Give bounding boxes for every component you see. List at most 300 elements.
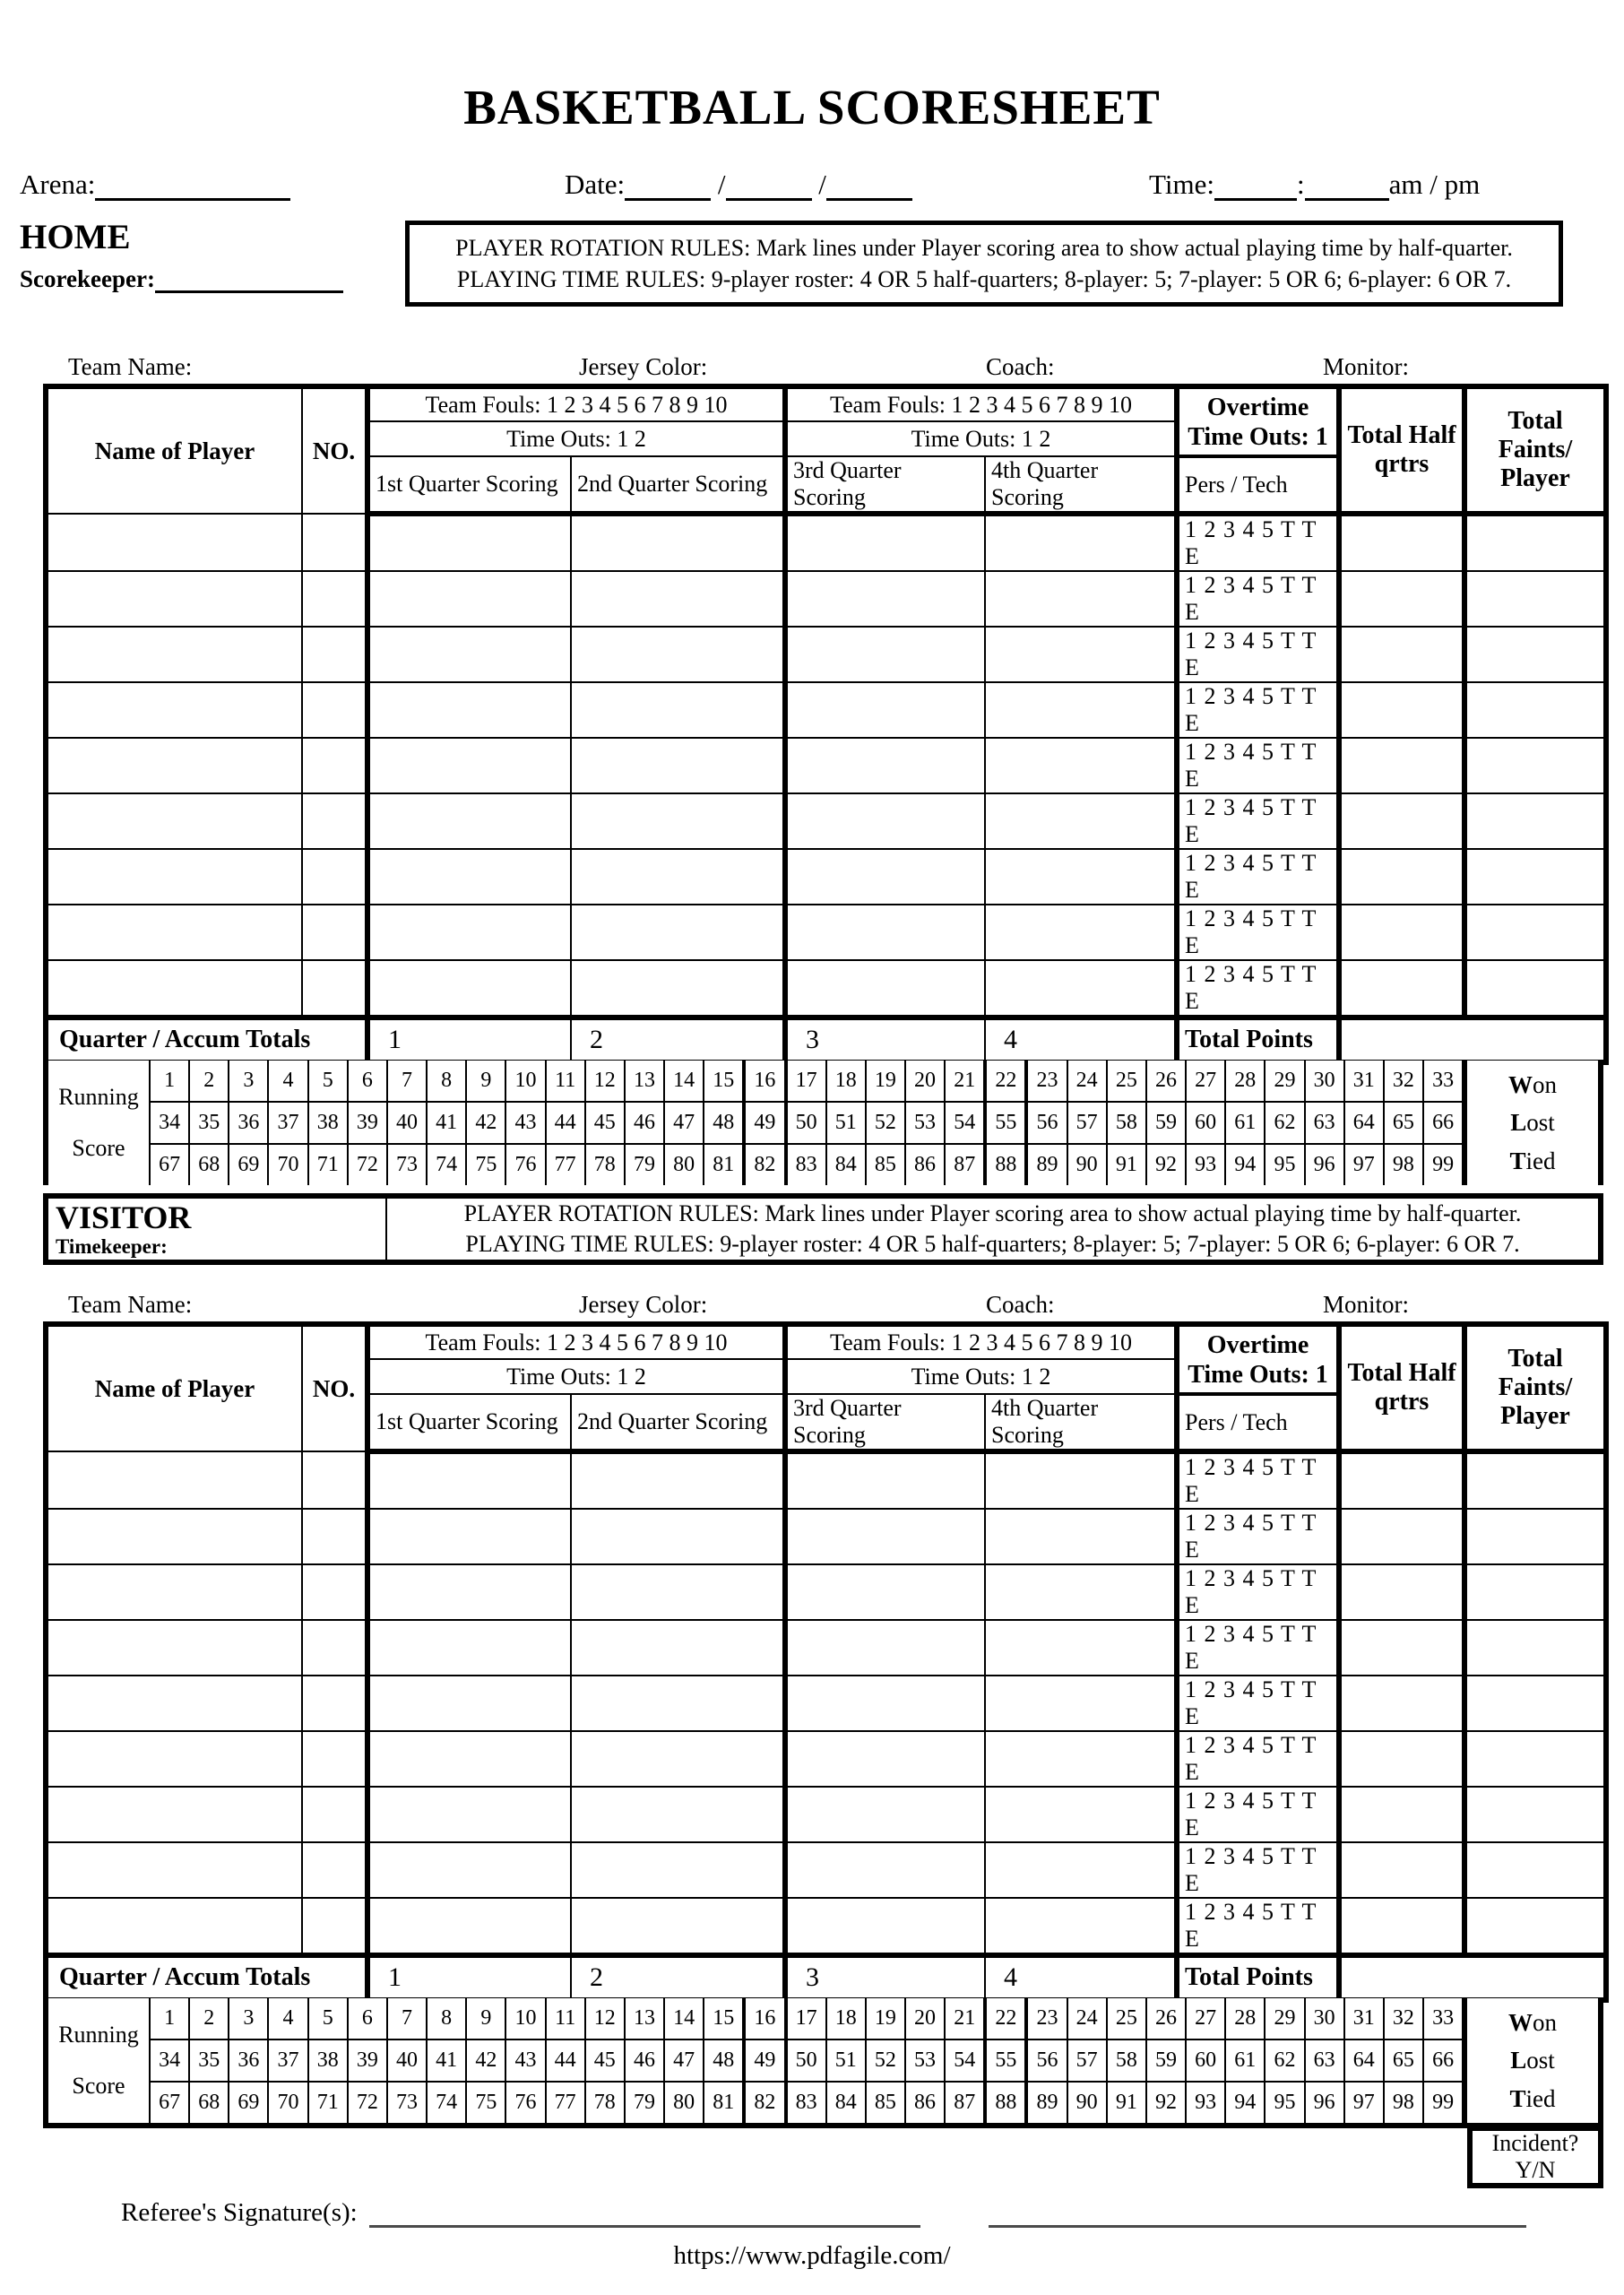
running-score-number[interactable]: 38 [309,1103,349,1143]
running-score-number[interactable]: 44 [547,1103,586,1143]
q4-total-cell[interactable]: 4 [985,1018,1177,1062]
time-outs-header-2nd-half[interactable]: Time Outs: 1 2 [785,1359,1177,1394]
pers-tech-fouls-cell[interactable]: 1 2 3 4 5 T T E [1177,627,1339,682]
player-name-cell[interactable] [46,571,302,627]
running-score-number[interactable]: 87 [946,2083,987,2123]
q2-scoring-cell[interactable] [571,1676,785,1731]
total-faints-cell[interactable] [1464,849,1606,905]
running-score-number[interactable]: 99 [1424,1145,1464,1185]
arena-blank[interactable] [95,171,290,201]
q4-scoring-cell[interactable] [985,1731,1177,1787]
total-half-qrtrs-cell[interactable] [1339,960,1464,1018]
running-score-number[interactable]: 30 [1306,1061,1345,1101]
q2-scoring-cell[interactable] [571,514,785,571]
q1-scoring-cell[interactable] [367,738,571,793]
pers-tech-fouls-cell[interactable]: 1 2 3 4 5 T T E [1177,738,1339,793]
q2-total-cell[interactable]: 2 [571,1018,785,1062]
q1-total-cell[interactable]: 1 [367,1018,571,1062]
running-score-number[interactable]: 98 [1385,2083,1424,2123]
q3-scoring-cell[interactable] [785,905,985,960]
player-name-cell[interactable] [46,1676,302,1731]
running-score-number[interactable]: 53 [906,1103,946,1143]
running-score-number[interactable]: 98 [1385,1145,1424,1185]
running-score-number[interactable]: 72 [349,1145,388,1185]
q1-scoring-cell[interactable] [367,793,571,849]
running-score-number[interactable]: 12 [586,1998,626,2039]
site-url[interactable]: https://www.pdfagile.com/ [673,2241,951,2270]
result-lost[interactable]: Lost [1510,2047,1555,2074]
running-score-number[interactable]: 34 [151,2040,190,2081]
player-no-cell[interactable] [302,1564,367,1620]
q3-scoring-cell[interactable] [785,1898,985,1955]
scorekeeper-blank[interactable] [155,264,343,293]
time-outs-header-1st-half[interactable]: Time Outs: 1 2 [367,421,785,456]
running-score-number[interactable]: 16 [746,1061,787,1101]
pers-tech-fouls-cell[interactable]: 1 2 3 4 5 T T E [1177,1787,1339,1842]
team-fouls-header-2nd-half[interactable]: Team Fouls: 1 2 3 4 5 6 7 8 9 10 [785,386,1177,421]
running-score-number[interactable]: 73 [388,1145,428,1185]
player-no-cell[interactable] [302,905,367,960]
player-no-cell[interactable] [302,849,367,905]
running-score-number[interactable]: 58 [1108,2040,1147,2081]
q1-scoring-cell[interactable] [367,905,571,960]
pers-tech-fouls-cell[interactable]: 1 2 3 4 5 T T E [1177,571,1339,627]
total-half-qrtrs-cell[interactable] [1339,514,1464,571]
running-score-number[interactable]: 48 [704,2040,746,2081]
player-name-cell[interactable] [46,793,302,849]
running-score-number[interactable]: 67 [151,1145,190,1185]
running-score-number[interactable]: 88 [987,1145,1028,1185]
running-score-number[interactable]: 61 [1226,1103,1266,1143]
player-name-cell[interactable] [46,514,302,571]
running-score-number[interactable]: 16 [746,1998,787,2039]
player-name-cell[interactable] [46,1564,302,1620]
running-score-number[interactable]: 29 [1266,1061,1305,1101]
referee-signature-blank-2[interactable] [989,2198,1526,2228]
running-score-number[interactable]: 85 [867,2083,906,2123]
running-score-number[interactable]: 23 [1028,1998,1067,2039]
running-score-number[interactable]: 5 [309,1061,349,1101]
running-score-number[interactable]: 82 [746,1145,787,1185]
total-faints-cell[interactable] [1464,1676,1606,1731]
q2-scoring-cell[interactable] [571,738,785,793]
running-score-number[interactable]: 26 [1147,1061,1187,1101]
running-score-number[interactable]: 25 [1108,1998,1147,2039]
pers-tech-fouls-cell[interactable]: 1 2 3 4 5 T T E [1177,905,1339,960]
player-name-cell[interactable] [46,1451,302,1509]
total-faints-cell[interactable] [1464,1451,1606,1509]
running-score-number[interactable]: 64 [1345,2040,1385,2081]
player-name-cell[interactable] [46,682,302,738]
q4-scoring-cell[interactable] [985,1787,1177,1842]
q3-scoring-cell[interactable] [785,738,985,793]
running-score-number[interactable]: 18 [827,1998,867,2039]
running-score-number[interactable]: 82 [746,2083,787,2123]
running-score-number[interactable]: 31 [1345,1061,1385,1101]
running-score-number[interactable]: 48 [704,1103,746,1143]
running-score-number[interactable]: 6 [349,1061,388,1101]
running-score-number[interactable]: 76 [506,2083,546,2123]
running-score-number[interactable]: 5 [309,1998,349,2039]
total-half-qrtrs-cell[interactable] [1339,627,1464,682]
total-half-qrtrs-cell[interactable] [1339,1731,1464,1787]
running-score-number[interactable]: 20 [906,1061,946,1101]
total-faints-cell[interactable] [1464,1898,1606,1955]
q4-scoring-cell[interactable] [985,1676,1177,1731]
pers-tech-fouls-cell[interactable]: 1 2 3 4 5 T T E [1177,960,1339,1018]
q1-scoring-cell[interactable] [367,1676,571,1731]
running-score-number[interactable]: 51 [827,1103,867,1143]
total-faints-cell[interactable] [1464,1731,1606,1787]
running-score-number[interactable]: 30 [1306,1998,1345,2039]
q3-scoring-cell[interactable] [785,793,985,849]
q4-scoring-cell[interactable] [985,1451,1177,1509]
running-score-number[interactable]: 39 [349,1103,388,1143]
total-faints-cell[interactable] [1464,738,1606,793]
running-score-number[interactable]: 52 [867,2040,906,2081]
running-score-number[interactable]: 69 [229,2083,269,2123]
pers-tech-fouls-cell[interactable]: 1 2 3 4 5 T T E [1177,1731,1339,1787]
running-score-number[interactable]: 45 [586,1103,626,1143]
running-score-number[interactable]: 28 [1226,1061,1266,1101]
running-score-number[interactable]: 90 [1068,2083,1108,2123]
running-score-number[interactable]: 17 [788,1998,827,2039]
running-score-number[interactable]: 99 [1424,2083,1464,2123]
running-score-number[interactable]: 3 [229,1061,269,1101]
q4-scoring-cell[interactable] [985,571,1177,627]
player-name-cell[interactable] [46,1509,302,1564]
running-score-number[interactable]: 88 [987,2083,1028,2123]
q1-total-cell[interactable]: 1 [367,1955,571,2000]
running-score-number[interactable]: 17 [788,1061,827,1101]
running-score-number[interactable]: 51 [827,2040,867,2081]
running-score-number[interactable]: 28 [1226,1998,1266,2039]
running-score-number[interactable]: 21 [946,1061,987,1101]
referee-signature-blank-1[interactable] [369,2198,920,2228]
total-faints-cell[interactable] [1464,960,1606,1018]
q4-scoring-cell[interactable] [985,1620,1177,1676]
running-score-number[interactable]: 10 [506,1061,546,1101]
running-score-number[interactable]: 4 [269,1998,308,2039]
running-score-number[interactable]: 66 [1424,2040,1464,2081]
running-score-number[interactable]: 2 [190,1998,229,2039]
running-score-number[interactable]: 26 [1147,1998,1187,2039]
q1-scoring-cell[interactable] [367,1787,571,1842]
running-score-number[interactable]: 63 [1306,1103,1345,1143]
running-score-number[interactable]: 33 [1424,1998,1464,2039]
running-score-number[interactable]: 14 [665,1061,704,1101]
q2-scoring-cell[interactable] [571,1564,785,1620]
q2-scoring-cell[interactable] [571,905,785,960]
player-name-cell[interactable] [46,1620,302,1676]
q4-scoring-cell[interactable] [985,849,1177,905]
total-half-qrtrs-cell[interactable] [1339,849,1464,905]
running-score-number[interactable]: 1 [151,1998,190,2039]
running-score-number[interactable]: 60 [1187,1103,1226,1143]
running-score-number[interactable]: 70 [269,2083,308,2123]
running-score-number[interactable]: 45 [586,2040,626,2081]
player-no-cell[interactable] [302,738,367,793]
running-score-number[interactable]: 65 [1385,1103,1424,1143]
running-score-number[interactable]: 67 [151,2083,190,2123]
running-score-number[interactable]: 22 [987,1061,1028,1101]
running-score-number[interactable]: 84 [827,2083,867,2123]
q2-scoring-cell[interactable] [571,682,785,738]
total-faints-cell[interactable] [1464,514,1606,571]
total-half-qrtrs-cell[interactable] [1339,1564,1464,1620]
running-score-number[interactable]: 36 [229,1103,269,1143]
running-score-number[interactable]: 81 [704,2083,746,2123]
running-score-number[interactable]: 94 [1226,2083,1266,2123]
running-score-number[interactable]: 58 [1108,1103,1147,1143]
player-name-cell[interactable] [46,627,302,682]
running-score-number[interactable]: 15 [704,1061,746,1101]
running-score-number[interactable]: 41 [428,1103,467,1143]
total-half-qrtrs-cell[interactable] [1339,1898,1464,1955]
running-score-number[interactable]: 44 [547,2040,586,2081]
player-no-cell[interactable] [302,1842,367,1898]
q3-scoring-cell[interactable] [785,1787,985,1842]
running-score-number[interactable]: 3 [229,1998,269,2039]
running-score-number[interactable]: 35 [190,1103,229,1143]
running-score-number[interactable]: 36 [229,2040,269,2081]
date-day-blank[interactable] [726,171,812,201]
running-score-number[interactable]: 76 [506,1145,546,1185]
q3-scoring-cell[interactable] [785,1842,985,1898]
running-score-number[interactable]: 13 [626,1998,665,2039]
running-score-number[interactable]: 7 [388,1061,428,1101]
running-score-number[interactable]: 80 [665,2083,704,2123]
running-score-number[interactable]: 22 [987,1998,1028,2039]
time-minute-blank[interactable] [1305,171,1389,201]
q4-scoring-cell[interactable] [985,960,1177,1018]
running-score-number[interactable]: 55 [987,1103,1028,1143]
running-score-number[interactable]: 11 [547,1061,586,1101]
running-score-number[interactable]: 65 [1385,2040,1424,2081]
player-name-cell[interactable] [46,1731,302,1787]
date-year-blank[interactable] [826,171,912,201]
q2-scoring-cell[interactable] [571,1451,785,1509]
q4-scoring-cell[interactable] [985,793,1177,849]
running-score-number[interactable]: 59 [1147,2040,1187,2081]
total-faints-cell[interactable] [1464,682,1606,738]
running-score-number[interactable]: 62 [1266,1103,1305,1143]
running-score-number[interactable]: 7 [388,1998,428,2039]
result-lost[interactable]: Lost [1510,1109,1555,1136]
running-score-number[interactable]: 41 [428,2040,467,2081]
q2-scoring-cell[interactable] [571,1842,785,1898]
running-score-number[interactable]: 42 [467,1103,506,1143]
q1-scoring-cell[interactable] [367,849,571,905]
running-score-number[interactable]: 96 [1306,1145,1345,1185]
running-score-number[interactable]: 43 [506,1103,546,1143]
running-score-number[interactable]: 4 [269,1061,308,1101]
running-score-number[interactable]: 93 [1187,2083,1226,2123]
result-won[interactable]: Won [1508,2008,1557,2036]
q4-scoring-cell[interactable] [985,1564,1177,1620]
player-no-cell[interactable] [302,1620,367,1676]
running-score-number[interactable]: 54 [946,1103,987,1143]
running-score-number[interactable]: 20 [906,1998,946,2039]
q1-scoring-cell[interactable] [367,1509,571,1564]
q3-scoring-cell[interactable] [785,627,985,682]
running-score-number[interactable]: 78 [586,2083,626,2123]
player-no-cell[interactable] [302,571,367,627]
running-score-number[interactable]: 12 [586,1061,626,1101]
q1-scoring-cell[interactable] [367,1731,571,1787]
running-score-number[interactable]: 52 [867,1103,906,1143]
player-no-cell[interactable] [302,682,367,738]
q3-scoring-cell[interactable] [785,1509,985,1564]
running-score-number[interactable]: 79 [626,1145,665,1185]
q3-scoring-cell[interactable] [785,1676,985,1731]
running-score-number[interactable]: 70 [269,1145,308,1185]
running-score-number[interactable]: 68 [190,2083,229,2123]
q3-scoring-cell[interactable] [785,571,985,627]
total-points-cell[interactable] [1339,1955,1606,2000]
q2-scoring-cell[interactable] [571,571,785,627]
pers-tech-fouls-cell[interactable]: 1 2 3 4 5 T T E [1177,793,1339,849]
running-score-number[interactable]: 2 [190,1061,229,1101]
player-name-cell[interactable] [46,905,302,960]
running-score-number[interactable]: 53 [906,2040,946,2081]
q1-scoring-cell[interactable] [367,1842,571,1898]
player-no-cell[interactable] [302,1898,367,1955]
running-score-number[interactable]: 91 [1108,2083,1147,2123]
player-name-cell[interactable] [46,1898,302,1955]
q3-total-cell[interactable]: 3 [785,1018,985,1062]
player-name-cell[interactable] [46,738,302,793]
total-faints-cell[interactable] [1464,571,1606,627]
running-score-number[interactable]: 63 [1306,2040,1345,2081]
q2-scoring-cell[interactable] [571,627,785,682]
q2-scoring-cell[interactable] [571,1787,785,1842]
player-no-cell[interactable] [302,514,367,571]
running-score-number[interactable]: 72 [349,2083,388,2123]
pers-tech-fouls-cell[interactable]: 1 2 3 4 5 T T E [1177,1620,1339,1676]
total-half-qrtrs-cell[interactable] [1339,1842,1464,1898]
total-half-qrtrs-cell[interactable] [1339,905,1464,960]
player-no-cell[interactable] [302,1451,367,1509]
running-score-number[interactable]: 55 [987,2040,1028,2081]
time-hour-blank[interactable] [1214,171,1297,201]
team-fouls-header-1st-half[interactable]: Team Fouls: 1 2 3 4 5 6 7 8 9 10 [367,386,785,421]
running-score-number[interactable]: 57 [1068,1103,1108,1143]
running-score-number[interactable]: 40 [388,2040,428,2081]
pers-tech-fouls-cell[interactable]: 1 2 3 4 5 T T E [1177,514,1339,571]
running-score-number[interactable]: 40 [388,1103,428,1143]
time-outs-header-1st-half[interactable]: Time Outs: 1 2 [367,1359,785,1394]
incident-box[interactable] [1467,2126,1603,2188]
q2-scoring-cell[interactable] [571,793,785,849]
total-faints-cell[interactable] [1464,1564,1606,1620]
q4-scoring-cell[interactable] [985,738,1177,793]
running-score-number[interactable]: 15 [704,1998,746,2039]
q1-scoring-cell[interactable] [367,682,571,738]
running-score-number[interactable]: 19 [867,1061,906,1101]
running-score-number[interactable]: 69 [229,1145,269,1185]
running-score-number[interactable]: 49 [746,2040,787,2081]
running-score-number[interactable]: 86 [906,1145,946,1185]
running-score-number[interactable]: 81 [704,1145,746,1185]
running-score-number[interactable]: 92 [1147,1145,1187,1185]
q3-total-cell[interactable]: 3 [785,1955,985,2000]
q3-scoring-cell[interactable] [785,1620,985,1676]
running-score-number[interactable]: 49 [746,1103,787,1143]
running-score-number[interactable]: 39 [349,2040,388,2081]
running-score-number[interactable]: 87 [946,1145,987,1185]
running-score-number[interactable]: 34 [151,1103,190,1143]
player-no-cell[interactable] [302,627,367,682]
q3-scoring-cell[interactable] [785,1451,985,1509]
running-score-number[interactable]: 56 [1028,2040,1067,2081]
total-half-qrtrs-cell[interactable] [1339,571,1464,627]
q3-scoring-cell[interactable] [785,1564,985,1620]
running-score-number[interactable]: 77 [547,1145,586,1185]
running-score-number[interactable]: 84 [827,1145,867,1185]
q3-scoring-cell[interactable] [785,960,985,1018]
running-score-number[interactable]: 83 [788,2083,827,2123]
running-score-number[interactable]: 91 [1108,1145,1147,1185]
running-score-number[interactable]: 61 [1226,2040,1266,2081]
running-score-number[interactable]: 80 [665,1145,704,1185]
q2-scoring-cell[interactable] [571,1898,785,1955]
player-no-cell[interactable] [302,1787,367,1842]
running-score-number[interactable]: 92 [1147,2083,1187,2123]
running-score-number[interactable]: 14 [665,1998,704,2039]
running-score-number[interactable]: 6 [349,1998,388,2039]
q3-scoring-cell[interactable] [785,849,985,905]
pers-tech-fouls-cell[interactable]: 1 2 3 4 5 T T E [1177,682,1339,738]
total-half-qrtrs-cell[interactable] [1339,793,1464,849]
running-score-number[interactable]: 59 [1147,1103,1187,1143]
running-score-number[interactable]: 78 [586,1145,626,1185]
running-score-number[interactable]: 90 [1068,1145,1108,1185]
running-score-number[interactable]: 54 [946,2040,987,2081]
total-points-cell[interactable] [1339,1018,1606,1062]
q3-scoring-cell[interactable] [785,514,985,571]
pers-tech-fouls-cell[interactable]: 1 2 3 4 5 T T E [1177,1676,1339,1731]
total-half-qrtrs-cell[interactable] [1339,682,1464,738]
running-score-number[interactable]: 21 [946,1998,987,2039]
running-score-number[interactable]: 27 [1187,1061,1226,1101]
result-won[interactable]: Won [1508,1070,1557,1098]
running-score-number[interactable]: 1 [151,1061,190,1101]
running-score-number[interactable]: 71 [309,1145,349,1185]
q3-scoring-cell[interactable] [785,1731,985,1787]
q1-scoring-cell[interactable] [367,1451,571,1509]
running-score-number[interactable]: 32 [1385,1998,1424,2039]
running-score-number[interactable]: 75 [467,2083,506,2123]
pers-tech-fouls-cell[interactable]: 1 2 3 4 5 T T E [1177,1898,1339,1955]
running-score-number[interactable]: 27 [1187,1998,1226,2039]
q4-scoring-cell[interactable] [985,627,1177,682]
player-name-cell[interactable] [46,1787,302,1842]
running-score-number[interactable]: 86 [906,2083,946,2123]
team-fouls-header-1st-half[interactable]: Team Fouls: 1 2 3 4 5 6 7 8 9 10 [367,1324,785,1359]
q1-scoring-cell[interactable] [367,571,571,627]
running-score-number[interactable]: 29 [1266,1998,1305,2039]
running-score-number[interactable]: 62 [1266,2040,1305,2081]
player-no-cell[interactable] [302,1509,367,1564]
result-tied[interactable]: Tied [1509,1147,1556,1174]
running-score-number[interactable]: 75 [467,1145,506,1185]
running-score-number[interactable]: 25 [1108,1061,1147,1101]
running-score-number[interactable]: 46 [626,1103,665,1143]
total-faints-cell[interactable] [1464,1787,1606,1842]
q1-scoring-cell[interactable] [367,960,571,1018]
running-score-number[interactable]: 35 [190,2040,229,2081]
